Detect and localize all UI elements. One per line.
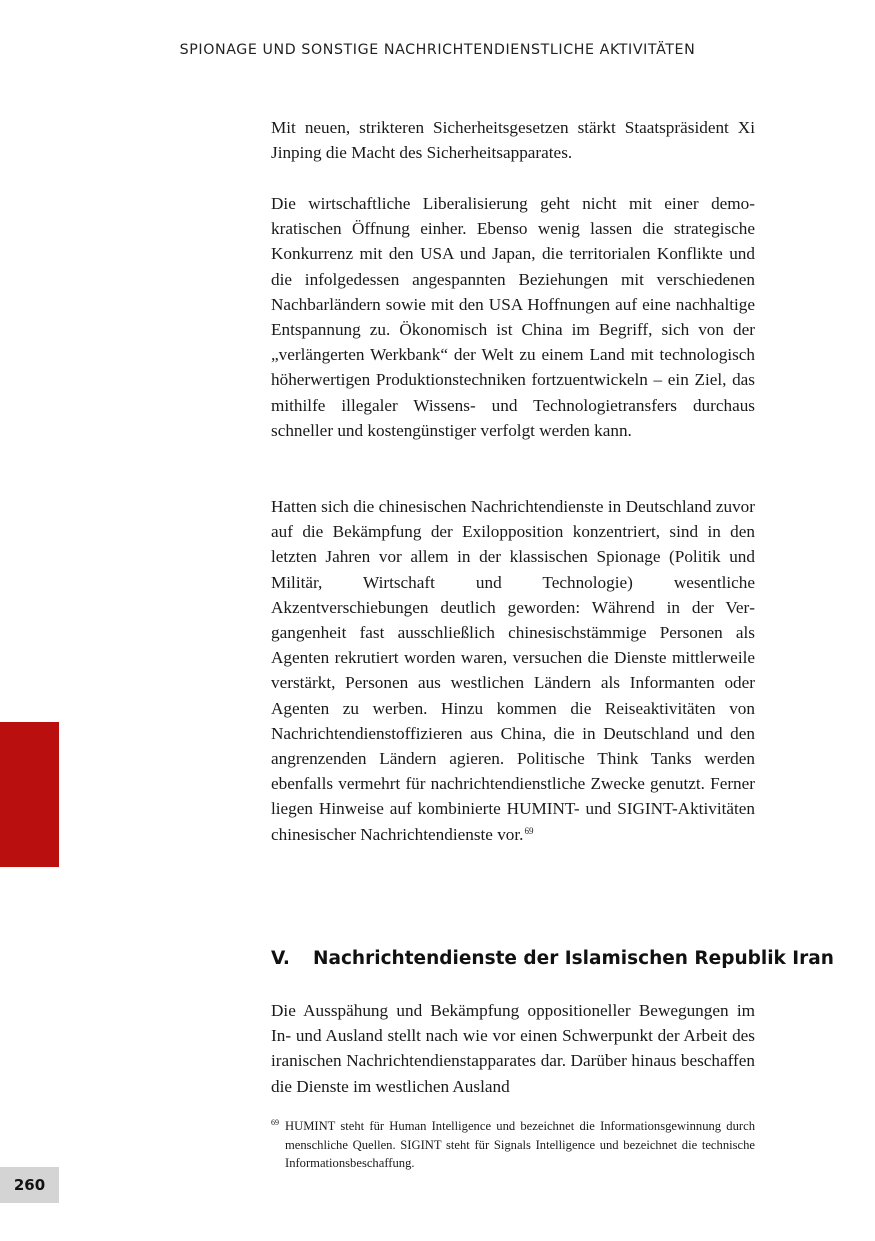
- section-number: V.: [271, 948, 290, 969]
- footnote-text: HUMINT steht für Human Intelligence und bezeichnet die Informationsgewinnung durch menschliche Quellen. SIGINT steht für Signals Intelligence und bezeichnet die technische Informationsbeschaffung.: [285, 1119, 755, 1171]
- page-number: 260: [0, 1167, 59, 1203]
- body-paragraph-3-text: Hatten sich die chinesischen Nachrichtendienste in Deutschland zuvor auf die Bekämpfung der Exilopposition konzentriert, sind in den letzten Jahren vor allem in der klassischen Spionage (Politik und Militär, Wirtschaft und Technologie) wesentliche Akzentverschiebungen deutlich geworden: Während in der Vergangenheit fast ausschließlich chinesischstämmige Personen als Agenten rekrutiert worden waren, versuchen die Dienste mittlerweile verstärkt, Personen aus westlichen Ländern als Informanten oder Agenten zu werben. Hinzu kommen die Reiseaktivitäten von Nachrichtendienstoffizieren aus China, die in Deutschland und den angrenzenden Ländern agieren. Politische Think Tanks werden ebenfalls vermehrt für nachrichtendienstliche Zwecke genutzt. Ferner liegen Hinweise auf kombinierte HUMINT- und SIGINT-Aktivitäten chinesischer Nachrichtendienste vor.: [271, 497, 755, 844]
- body-paragraph-2: Die wirtschaftliche Liberalisierung geht nicht mit einer demokratischen Öffnung einher. Ebenso wenig lassen die strategische Konkurrenz mit den USA und Japan, die territorialen Konflikte und die infolgedessen angespannten Beziehungen mit verschiedenen Nachbarländern sowie mit den USA Hoffnungen auf eine nachhaltige Entspannung zu. Ökonomisch ist China im Begriff, sich von der „verlängerten Werkbank“ der Welt zu einem Land mit technologisch höherwertigen Produktionstechniken fortzuentwickeln – ein Ziel, das mithilfe illegaler Wissens- und Technologietransfers durchaus schneller und kostengünstiger verfolgt werden kann.: [271, 194, 755, 440]
- footnote-mark: 69: [271, 1118, 279, 1127]
- chapter-color-tab: [0, 722, 59, 867]
- body-paragraph-3: [271, 494, 755, 847]
- footnote: [271, 1117, 755, 1173]
- section-heading: [271, 946, 834, 972]
- section-title: Nachrichtendienste der Islamischen Republik Iran: [313, 948, 834, 969]
- body-paragraph-1: Mit neuen, strikteren Sicherheitsgesetzen stärkt Staatspräsident Xi Jinping die Macht des Sicherheitsapparates.: [271, 118, 755, 163]
- running-header: SPIONAGE UND SONSTIGE NACHRICHTENDIENSTLICHE AKTIVITÄTEN: [179, 42, 696, 58]
- footnote-reference[interactable]: 69: [524, 825, 534, 836]
- body-paragraph-4: Die Ausspähung und Bekämpfung oppositioneller Bewegungen im In- und Ausland stellt nach wie vor einen Schwerpunkt der Arbeit des iranischen Nachrichtendienstapparates dar. Darüber hinaus beschaffen die Dienste im westlichen Ausland: [271, 1001, 755, 1096]
